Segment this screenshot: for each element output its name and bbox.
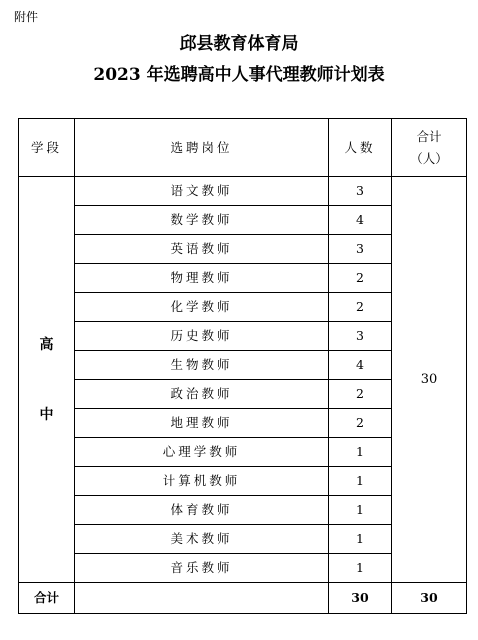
count-cell: 2	[329, 409, 392, 438]
segment-cell	[19, 177, 75, 583]
position-cell: 英语教师	[75, 235, 329, 264]
count-cell: 2	[329, 264, 392, 293]
count-cell: 4	[329, 206, 392, 235]
summary-total: 30	[392, 583, 467, 614]
table-row	[19, 177, 467, 206]
count-cell: 4	[329, 351, 392, 380]
position-cell: 数学教师	[75, 206, 329, 235]
segment-total-cell: 30	[392, 177, 467, 583]
position-cell: 地理教师	[75, 409, 329, 438]
position-cell: 心理学教师	[75, 438, 329, 467]
count-cell: 1	[329, 467, 392, 496]
attachment-label: 附件	[14, 10, 39, 24]
count-cell: 1	[329, 438, 392, 467]
segment-spacer	[19, 355, 74, 405]
header-position: 选聘岗位	[75, 119, 329, 177]
position-cell: 体育教师	[75, 496, 329, 525]
header-count: 人数	[329, 119, 392, 177]
position-cell: 生物教师	[75, 351, 329, 380]
header-total	[392, 119, 467, 177]
position-cell: 历史教师	[75, 322, 329, 351]
position-cell: 化学教师	[75, 293, 329, 322]
position-cell: 音乐教师	[75, 554, 329, 583]
document-title: 邱县教育体育局	[179, 34, 299, 54]
header-segment: 学段	[19, 119, 75, 177]
table-header-row	[19, 119, 467, 177]
summary-count: 30	[329, 583, 392, 614]
count-cell: 1	[329, 525, 392, 554]
header-total-line1: 合计	[416, 128, 442, 144]
recruitment-plan-table	[18, 118, 467, 614]
count-cell: 3	[329, 235, 392, 264]
segment-char-1: 高	[39, 336, 54, 353]
position-cell: 政治教师	[75, 380, 329, 409]
count-cell: 1	[329, 554, 392, 583]
count-cell: 2	[329, 380, 392, 409]
header-total-line2: （人）	[410, 150, 448, 166]
count-cell: 3	[329, 177, 392, 206]
position-cell: 物理教师	[75, 264, 329, 293]
position-cell: 语文教师	[75, 177, 329, 206]
count-cell: 1	[329, 496, 392, 525]
position-cell: 计算机教师	[75, 467, 329, 496]
segment-char-2: 中	[39, 406, 54, 423]
position-cell: 美术教师	[75, 525, 329, 554]
summary-row	[19, 583, 467, 614]
count-cell: 2	[329, 293, 392, 322]
document-subtitle: 2023 年选聘高中人事代理教师计划表	[93, 65, 385, 85]
summary-blank	[75, 583, 329, 614]
count-cell: 3	[329, 322, 392, 351]
summary-label: 合计	[19, 583, 75, 614]
